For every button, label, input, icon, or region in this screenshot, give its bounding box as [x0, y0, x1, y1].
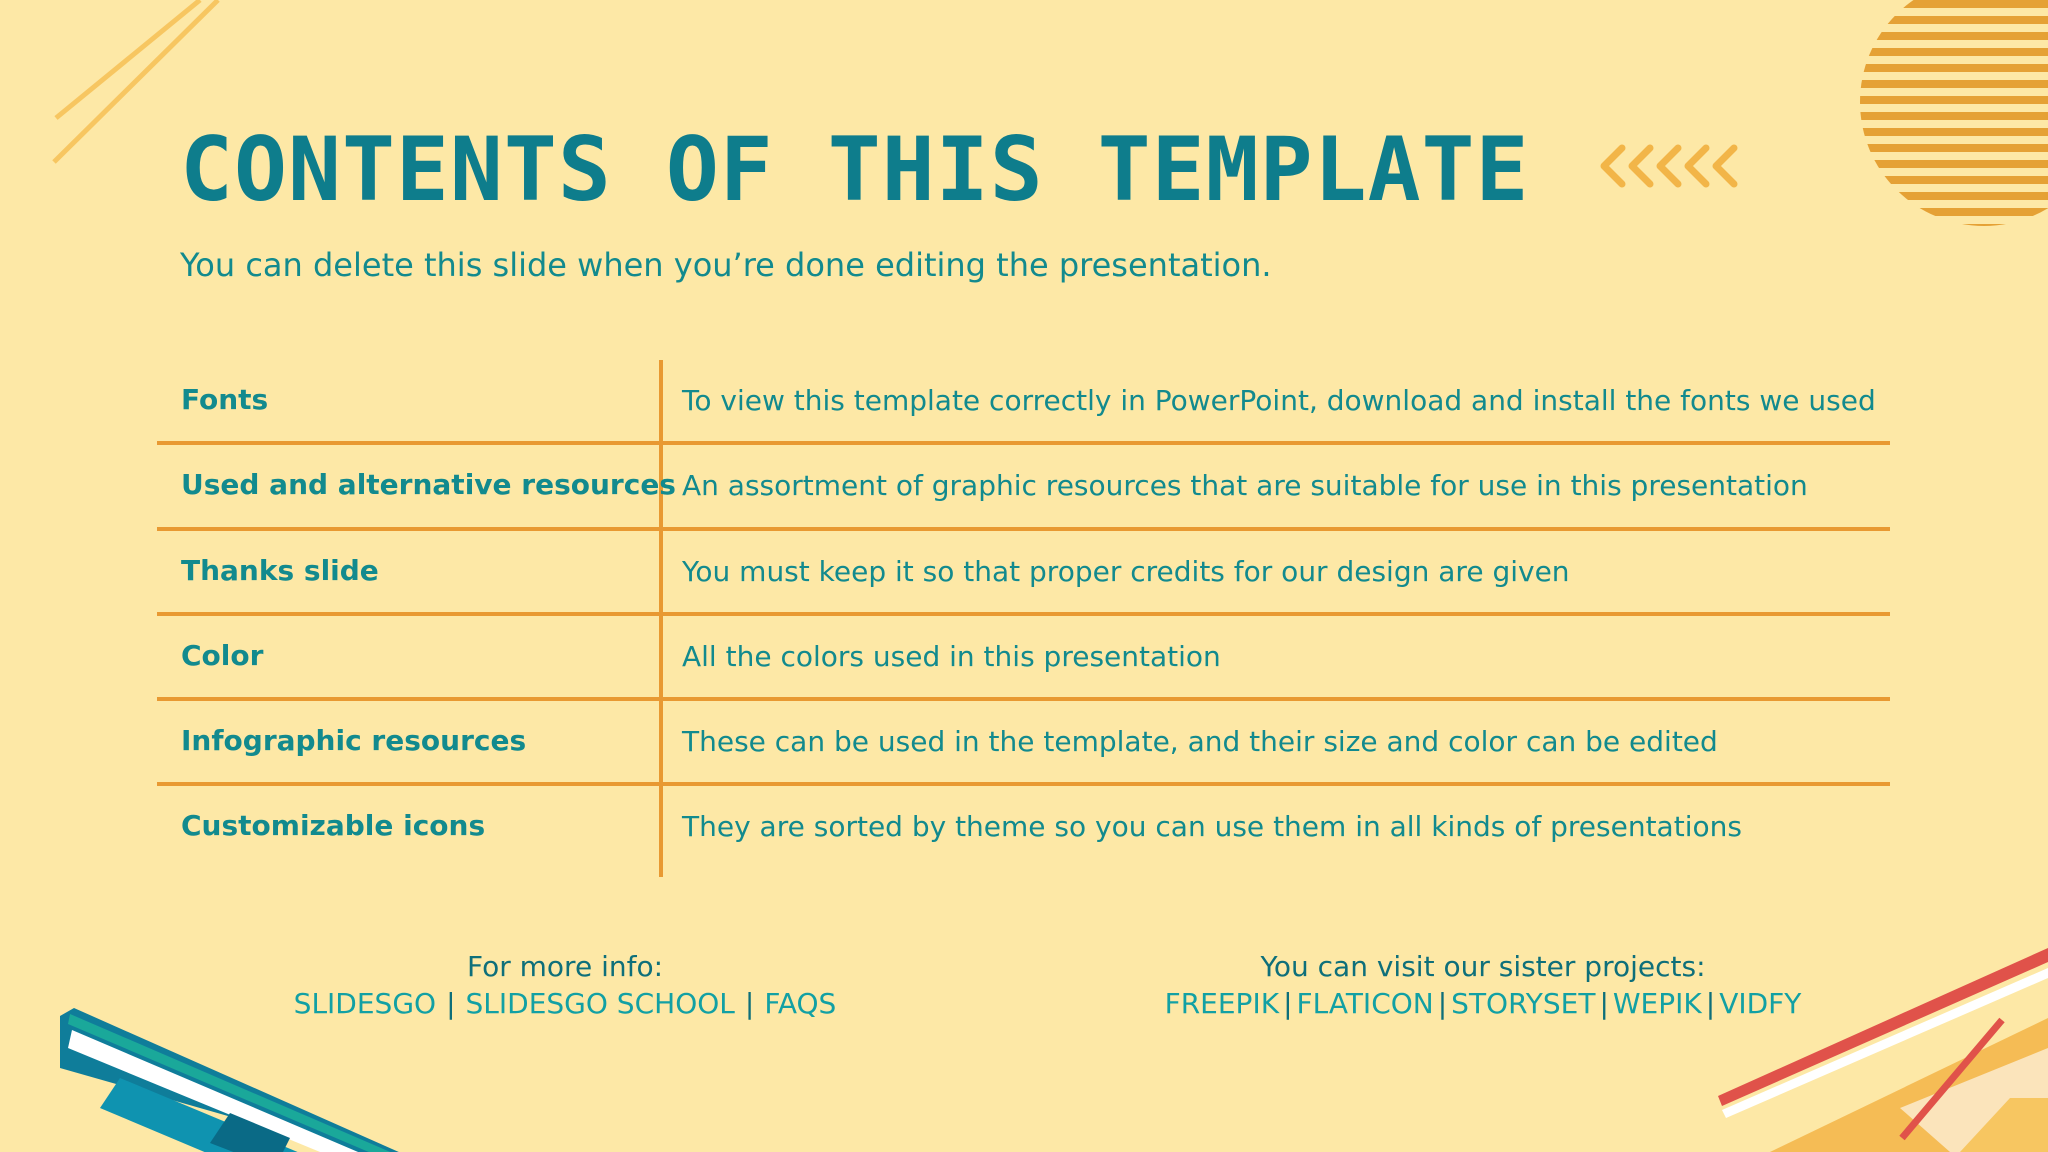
row-label: Fonts [181, 383, 269, 416]
table-row [157, 445, 1890, 530]
flaticon-link[interactable]: FLATICON [1296, 987, 1434, 1020]
row-label: Customizable icons [181, 809, 486, 843]
table-row [157, 360, 1890, 445]
sister-projects-block [1113, 950, 1853, 1020]
sister-projects-links [1113, 987, 1853, 1020]
storyset-link[interactable]: STORYSET [1451, 987, 1596, 1020]
link-separator: | [446, 987, 456, 1020]
striped-half-circle-icon [1840, 0, 2048, 230]
sister-projects-heading: You can visit our sister projects: [1260, 950, 1706, 983]
link-separator: | [744, 987, 755, 1020]
row-label: Color [181, 638, 264, 672]
more-info-block [253, 950, 877, 1020]
row-description: These can be used in the template, and their size and color can be edited [682, 725, 1718, 759]
link-separator: | [1599, 987, 1609, 1020]
table-row [157, 701, 1890, 786]
vidfy-link[interactable]: VIDFY [1719, 987, 1802, 1020]
blue-ruler-icon [60, 1008, 460, 1152]
table-row [157, 786, 1890, 871]
page-title: CONTENTS OF THIS TEMPLATE [180, 118, 1530, 221]
table-row [157, 616, 1890, 701]
row-label: Infographic resources [181, 724, 527, 758]
chevrons-icon [1598, 142, 1750, 192]
slidesgo-school-link[interactable]: SLIDESGO SCHOOL [465, 987, 735, 1020]
table-row [157, 531, 1890, 616]
row-description: An assortment of graphic resources that are suitable for use in this presentation [682, 469, 1808, 503]
row-description: They are sorted by theme so you can use them in all kinds of presentations [682, 810, 1742, 844]
row-description: You must keep it so that proper credits for our design are given [682, 554, 1570, 588]
row-label: Thanks slide [181, 553, 379, 587]
wepik-link[interactable]: WEPIK [1612, 987, 1702, 1020]
slidesgo-link[interactable]: SLIDESGO [293, 987, 437, 1020]
page-subtitle: You can delete this slide when you’re done editing the presentation. [180, 246, 1272, 284]
row-description: All the colors used in this presentation [682, 639, 1221, 673]
freepik-link[interactable]: FREEPIK [1164, 987, 1280, 1020]
link-separator: | [1437, 987, 1448, 1020]
link-separator: | [1283, 987, 1293, 1020]
more-info-links [253, 987, 877, 1020]
row-description: To view this template correctly in PowerPoint, download and install the fonts we used [682, 384, 1876, 417]
more-info-heading: For more info: [466, 950, 664, 983]
link-separator: | [1705, 987, 1716, 1020]
faqs-link[interactable]: FAQS [764, 987, 837, 1020]
contents-table [157, 360, 1890, 872]
row-label: Used and alternative resources [181, 468, 676, 502]
